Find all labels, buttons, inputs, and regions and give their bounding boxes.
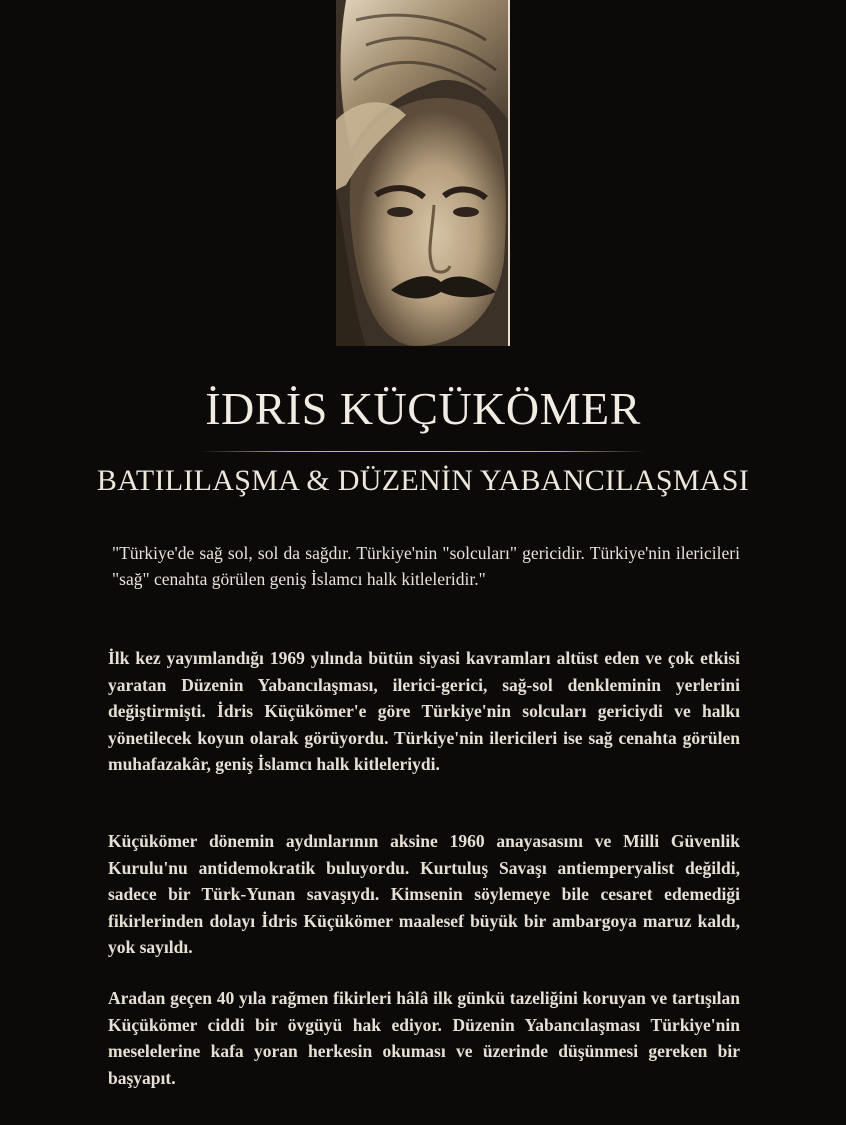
description-paragraph: İlk kez yayımlandığı 1969 yılında bütün siyasi kavramları altüst eden ve çok etkisi yaratan Düzenin Yabancılaşması, ilerici-gerici, sağ-sol denkleminin yerlerini değiştirmişti. İdris Küçükömer'e göre Türkiye'nin solcuları gericiydi ve halkı yönetilecek koyun olarak görüyordu. Türkiye'nin ilericileri ise sağ cenahta görülen muhafazakâr, geniş İslamcı halk kitleleriydi. — [108, 648, 740, 774]
book-title: BATILILAŞMA & DÜZENİN YABANCILAŞMASI — [96, 464, 750, 497]
description-paragraph: Küçükömer dönemin aydınlarının aksine 1960 anayasasını ve Milli Güvenlik Kurulu'nu antidemokratik buluyordu. Kurtuluş Savaşı antiemperyalist değildi, sadece bir Türk-Yunan savaşıydı. Kimsenin söylemeye bile cesaret edemediği fikirlerinden dolayı İdris Küçükömer maalesef büyük bir ambargoya maruz kaldı, yok sayıldı. — [108, 831, 740, 957]
author-name: İDRİS KÜÇÜKÖMER — [205, 383, 641, 434]
quote-text: "Türkiye'de sağ sol, sol da sağdır. Türkiye'nin "solcuları" gericidir. Türkiye'nin ilericileri "sağ" cenahta görülen geniş İslamcı halk kitleleridir." — [112, 543, 740, 589]
description-paragraph: Aradan geçen 40 yıla rağmen fikirleri hâlâ ilk günkü tazeliğini koruyan ve tartışılan Küçükömer ciddi bir övgüyü hak ediyor. Düzenin Yabancılaşması Türkiye'nin meselelerine kafa yoran herkesin okuması ve üzerinde düşünmesi gereken bir başyapıt. — [108, 988, 740, 1088]
portrait-illustration — [336, 0, 508, 346]
title-divider — [200, 451, 646, 452]
author-portrait-photo — [336, 0, 510, 346]
